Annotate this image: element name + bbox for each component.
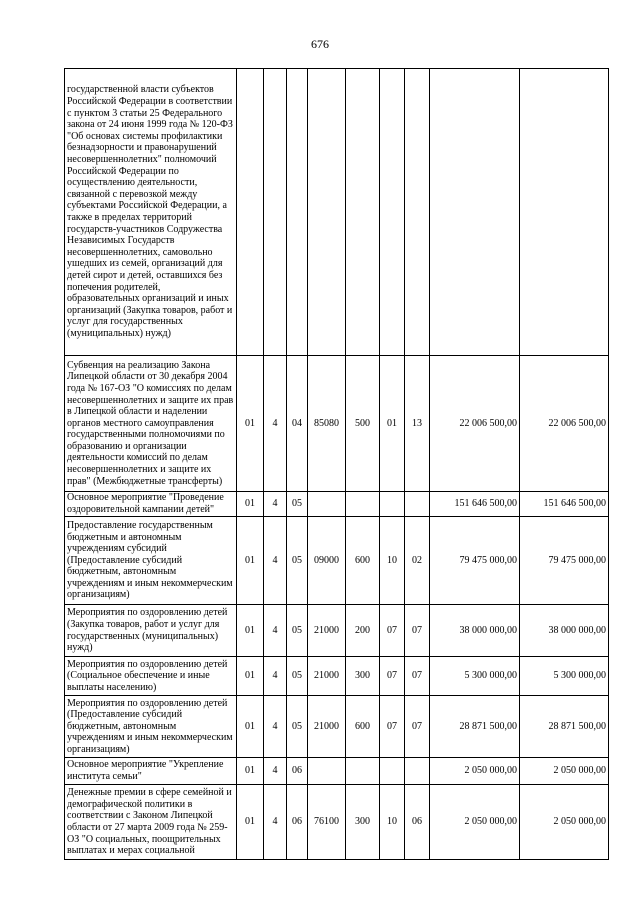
table-row — [65, 356, 609, 492]
code-section — [380, 69, 405, 356]
amount-year-1: 151 646 500,00 — [430, 492, 520, 517]
code-expense-type: 600 — [346, 696, 380, 758]
code-subsection — [405, 69, 430, 356]
code-section — [380, 492, 405, 517]
code-direction: 85080 — [308, 356, 346, 492]
row-description: Денежные премии в сфере семейной и демографической политики в соответствии с Законом Липецкой области от 27 марта 2009 года № 259-ОЗ "О социальных, поощрительных выплатах и мерах социальной — [65, 785, 237, 860]
code-activity: 05 — [287, 517, 308, 605]
code-subprogram: 4 — [264, 517, 287, 605]
code-subprogram: 4 — [264, 492, 287, 517]
code-subsection — [405, 492, 430, 517]
code-ministry: 01 — [237, 356, 264, 492]
code-subprogram: 4 — [264, 356, 287, 492]
code-subsection: 13 — [405, 356, 430, 492]
code-activity: 05 — [287, 605, 308, 657]
amount-year-1: 22 006 500,00 — [430, 356, 520, 492]
amount-year-2: 79 475 000,00 — [520, 517, 609, 605]
table-row — [65, 758, 609, 785]
table-row — [65, 492, 609, 517]
code-activity: 05 — [287, 657, 308, 696]
amount-year-1: 2 050 000,00 — [430, 758, 520, 785]
row-description: государственной власти субъектов Российской Федерации в соответствии с пунктом 3 статьи 25 Федерального закона от 24 июня 1999 года № 120-ФЗ "Об основах системы профилактики безнадзорности и правонарушений несовершеннолетних" полномочий Российской Федерации по осуществлению деятельности, связанной с перевозкой между субъектами Российской Федерации, а также в пределах территорий государств-участников Содружества Независимых Государств несовершеннолетних, самовольно ушедших из семей, организаций для детей сирот и детей, оставшихся без попечения родителей, образовательных организаций и иных организаций (Закупка товаров, работ и услуг для государственных (муниципальных) нужд) — [65, 69, 237, 356]
row-description: Мероприятия по оздоровлению детей (Закупка товаров, работ и услуг для государственных (муниципальных) нужд) — [65, 605, 237, 657]
code-activity: 04 — [287, 356, 308, 492]
table-row — [65, 785, 609, 860]
code-subprogram — [264, 69, 287, 356]
code-expense-type: 200 — [346, 605, 380, 657]
code-activity: 05 — [287, 696, 308, 758]
code-subsection: 06 — [405, 785, 430, 860]
table-row — [65, 69, 609, 356]
code-section: 07 — [380, 605, 405, 657]
code-subprogram: 4 — [264, 657, 287, 696]
code-ministry: 01 — [237, 785, 264, 860]
amount-year-2: 2 050 000,00 — [520, 758, 609, 785]
code-activity: 05 — [287, 492, 308, 517]
amount-year-2: 2 050 000,00 — [520, 785, 609, 860]
amount-year-1: 38 000 000,00 — [430, 605, 520, 657]
code-ministry — [237, 69, 264, 356]
amount-year-2: 5 300 000,00 — [520, 657, 609, 696]
code-subprogram: 4 — [264, 785, 287, 860]
code-expense-type: 300 — [346, 785, 380, 860]
code-expense-type — [346, 69, 380, 356]
table-row — [65, 517, 609, 605]
code-activity: 06 — [287, 758, 308, 785]
code-expense-type — [346, 758, 380, 785]
code-ministry: 01 — [237, 758, 264, 785]
amount-year-1 — [430, 69, 520, 356]
code-section: 07 — [380, 657, 405, 696]
code-section: 07 — [380, 696, 405, 758]
code-direction — [308, 758, 346, 785]
row-description: Субвенция на реализацию Закона Липецкой области от 30 декабря 2004 года № 167-ОЗ "О комиссиях по делам несовершеннолетних и защите их прав в Липецкой области и наделении органов местного самоуправления государственными полномочиями по образованию и организации деятельности комиссий по делам несовершеннолетних и защите их прав" (Межбюджетные трансферты) — [65, 356, 237, 492]
code-activity: 06 — [287, 785, 308, 860]
amount-year-1: 5 300 000,00 — [430, 657, 520, 696]
amount-year-2 — [520, 69, 609, 356]
code-subsection: 07 — [405, 605, 430, 657]
code-expense-type: 300 — [346, 657, 380, 696]
code-direction: 09000 — [308, 517, 346, 605]
row-description: Предоставление государственным бюджетным и автономным учреждениям субсидий (Предоставление субсидий бюджетным, автономным учреждениям и иным некоммерческим организациям) — [65, 517, 237, 605]
table-row — [65, 657, 609, 696]
code-subsection: 07 — [405, 696, 430, 758]
amount-year-2: 22 006 500,00 — [520, 356, 609, 492]
row-description: Мероприятия по оздоровлению детей (Социальное обеспечение и иные выплаты населению) — [65, 657, 237, 696]
code-direction: 21000 — [308, 657, 346, 696]
code-activity — [287, 69, 308, 356]
code-expense-type: 600 — [346, 517, 380, 605]
code-subprogram: 4 — [264, 696, 287, 758]
table-row — [65, 605, 609, 657]
code-ministry: 01 — [237, 492, 264, 517]
amount-year-1: 28 871 500,00 — [430, 696, 520, 758]
amount-year-2: 151 646 500,00 — [520, 492, 609, 517]
table-row — [65, 696, 609, 758]
code-ministry: 01 — [237, 696, 264, 758]
code-expense-type: 500 — [346, 356, 380, 492]
code-subprogram: 4 — [264, 605, 287, 657]
code-ministry: 01 — [237, 657, 264, 696]
code-subsection: 02 — [405, 517, 430, 605]
budget-table — [64, 68, 609, 860]
row-description: Мероприятия по оздоровлению детей (Предоставление субсидий бюджетным, автономным учреждениям и иным некоммерческим организациям) — [65, 696, 237, 758]
code-subsection: 07 — [405, 657, 430, 696]
code-section: 10 — [380, 785, 405, 860]
code-direction: 21000 — [308, 696, 346, 758]
code-expense-type — [346, 492, 380, 517]
code-subprogram: 4 — [264, 758, 287, 785]
code-direction — [308, 492, 346, 517]
amount-year-2: 38 000 000,00 — [520, 605, 609, 657]
code-direction: 21000 — [308, 605, 346, 657]
code-direction — [308, 69, 346, 356]
code-ministry: 01 — [237, 517, 264, 605]
amount-year-2: 28 871 500,00 — [520, 696, 609, 758]
row-description: Основное мероприятие "Проведение оздоровительной кампании детей" — [65, 492, 237, 517]
code-section: 01 — [380, 356, 405, 492]
amount-year-1: 79 475 000,00 — [430, 517, 520, 605]
code-section — [380, 758, 405, 785]
row-description: Основное мероприятие "Укрепление института семьи" — [65, 758, 237, 785]
code-ministry: 01 — [237, 605, 264, 657]
code-subsection — [405, 758, 430, 785]
page-number: 676 — [311, 37, 329, 51]
amount-year-1: 2 050 000,00 — [430, 785, 520, 860]
code-direction: 76100 — [308, 785, 346, 860]
code-section: 10 — [380, 517, 405, 605]
